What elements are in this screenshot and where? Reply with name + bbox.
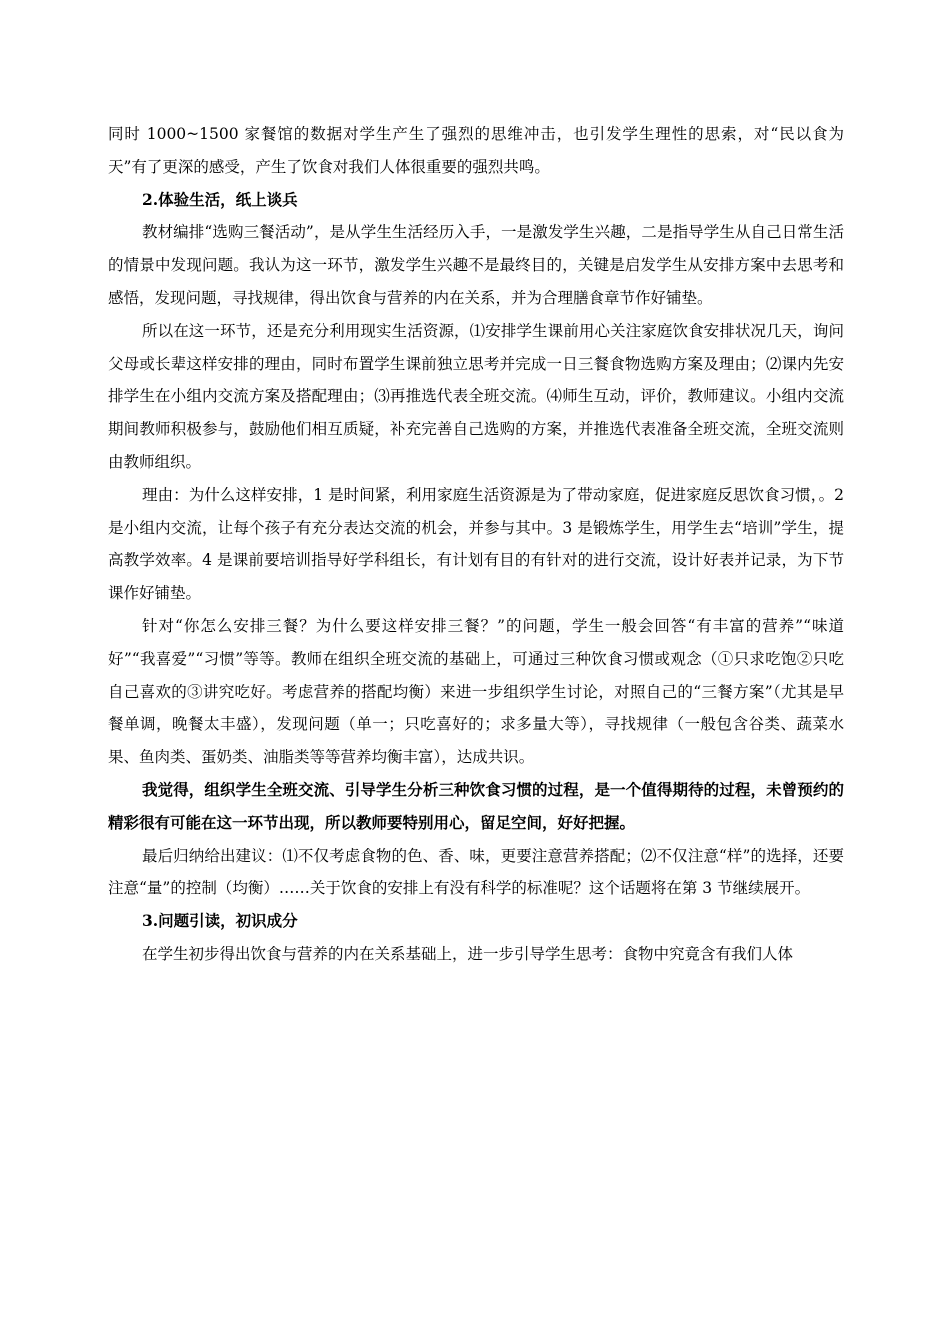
paragraph-suggestions: 最后归纳给出建议：⑴不仅考虑食物的色、香、味，更要注意营养搭配；⑵不仅注意“样”的选择，还要注意“量”的控制（均衡）……关于饮食的安排上有没有科学的标准呢？这个话题将在第 3 节继续展开。: [108, 846, 844, 898]
paragraph-textbook-arrangement: 教材编排“选购三餐活动”，是从学生生活经历入手，一是激发学生兴趣，二是指导学生从自己日常生活的情景中发现问题。我认为这一环节，激发学生兴趣不是最终目的，关键是启发学生从安排方案中去思考和感悟，发现问题，寻找规律，得出饮食与营养的内在关系，并为合理膳食章节作好铺垫。: [108, 223, 844, 307]
paragraph-arrangement-steps: 所以在这一环节，还是充分利用现实生活资源，⑴安排学生课前用心关注家庭饮食安排状况几天，询问父母或长辈这样安排的理由，同时布置学生课前独立思考并完成一日三餐食物选购方案及理由；⑵课内先安排学生在小组内交流方案及搭配理由；⑶再推选代表全班交流。⑷师生互动，评价，教师建议。小组内交流期间教师积极参与，鼓励他们相互质疑，补充完善自己选购的方案，并推选代表准备全班交流，全班交流则由教师组织。: [108, 321, 844, 471]
paragraph-reasons: 理由：为什么这样安排，1 是时间紧，利用家庭生活资源是为了带动家庭，促进家庭反思饮食习惯，。2 是小组内交流，让每个孩子有充分表达交流的机会，并参与其中。3 是锻炼学生，用学生去“培训”学生，提高教学效率。4 是课前要培训指导好学科组长，有计划有目的有针对的进行交流，设计好表并记录，为下节课作好铺垫。: [108, 485, 844, 603]
paragraph-continuation: 同时 1000~1500 家餐馆的数据对学生产生了强烈的思维冲击，也引发学生理性的思索，对“民以食为天”有了更深的感受，产生了饮食对我们人体很重要的强烈共鸣。: [108, 125, 844, 176]
paragraph-final-partial: 在学生初步得出饮食与营养的内在关系基础上，进一步引导学生思考：食物中究竟含有我们人体: [142, 944, 794, 963]
section-heading-2: 2.体验生活，纸上谈兵: [142, 189, 298, 209]
paragraph-discussion: 针对“你怎么安排三餐？为什么要这样安排三餐？”的问题，学生一般会回答“有丰富的营养”“味道好”“我喜爱”“习惯”等等。教师在组织全班交流的基础上，可通过三种饮食习惯或观念（①只求吃饱②只吃自己喜欢的③讲究吃好。考虑营养的搭配均衡）来进一步组织学生讨论，对照自己的“三餐方案”（尤其是早餐单调，晚餐太丰盛），发现问题（单一；只吃喜好的；求多量大等），寻找规律（一般包含谷类、蔬菜水果、鱼肉类、蛋奶类、油脂类等等营养均衡丰富），达成共识。: [108, 616, 844, 767]
section-heading-3: 3.问题引读，初识成分: [142, 911, 298, 931]
paragraph-reflection-bold: 我觉得，组织学生全班交流、引导学生分析三种饮食习惯的过程，是一个值得期待的过程，未曾预约的精彩很有可能在这一环节出现，所以教师要特别用心，留足空间，好好把握。: [108, 779, 844, 832]
document-body: [108, 118, 844, 971]
